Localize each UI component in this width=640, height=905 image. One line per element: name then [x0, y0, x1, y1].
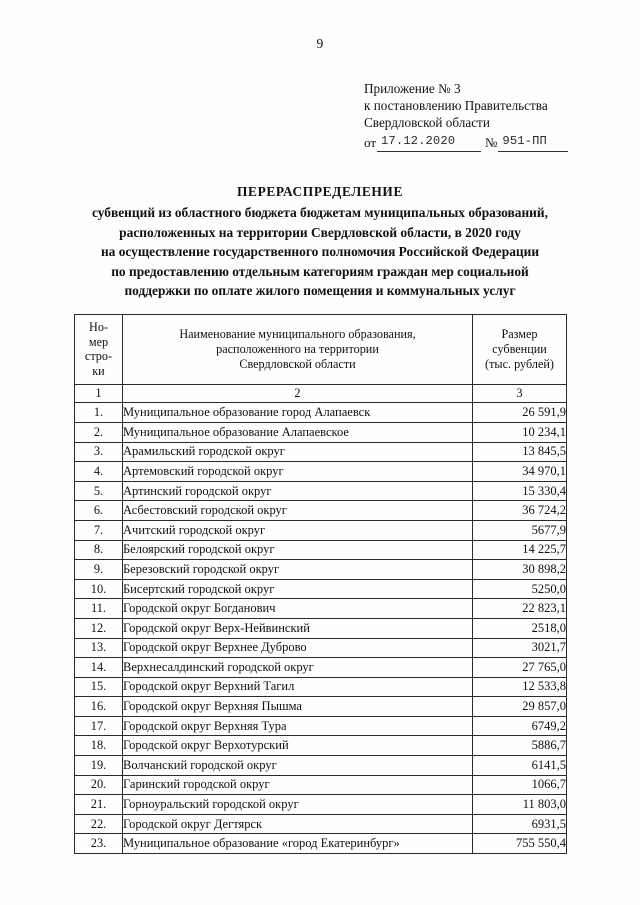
- municipality-name-cell: Бисертский городской округ: [123, 579, 473, 599]
- subvention-amount-cell: 26 591,9: [473, 403, 567, 423]
- header-name-line-3: Свердловской области: [239, 357, 356, 372]
- row-number-cell: 13.: [75, 638, 123, 658]
- subvention-amount-cell: 6749,2: [473, 716, 567, 736]
- title-subline-4: по предоставлению отдельным категориям граждан мер социальной: [111, 263, 529, 279]
- header-amount-line-1: Размер субвенции: [492, 326, 547, 356]
- table-row: [75, 834, 567, 854]
- subvention-amount-cell: 29 857,0: [473, 697, 567, 717]
- table-row: [75, 520, 567, 540]
- municipality-name-cell: Городской округ Верхний Тагил: [123, 677, 473, 697]
- appendix-line-2: к постановлению Правительства: [364, 98, 548, 114]
- title-subline-3: на осуществление государственного полномочия Российской Федерации: [100, 244, 540, 260]
- subvention-amount-cell: 5886,7: [473, 736, 567, 756]
- appendix-line-1: Приложение № 3: [364, 81, 461, 96]
- header-row-number-line-4: ки: [92, 363, 105, 378]
- municipality-name-cell: Ачитский городской округ: [123, 520, 473, 540]
- municipality-name-cell: Городской округ Верх-Нейвинский: [123, 618, 473, 638]
- table-row: [75, 403, 567, 423]
- subvention-amount-cell: 36 724,2: [473, 501, 567, 521]
- municipality-name-cell: Верхнесалдинский городской округ: [123, 658, 473, 678]
- subvention-amount-cell: 30 898,2: [473, 560, 567, 580]
- row-number-cell: 8.: [75, 540, 123, 560]
- column-number-3: 3: [473, 385, 567, 403]
- subvention-amount-cell: 15 330,4: [473, 481, 567, 501]
- municipality-name-cell: Городской округ Дегтярск: [123, 814, 473, 834]
- table-header-row: [75, 315, 567, 385]
- table-row: [75, 599, 567, 619]
- table-row: [75, 481, 567, 501]
- row-number-cell: 14.: [75, 658, 123, 678]
- table-row: [75, 775, 567, 795]
- municipality-name-cell: Гаринский городской округ: [123, 775, 473, 795]
- table-row: [75, 814, 567, 834]
- document-title-block: [60, 182, 580, 300]
- appendix-reference-block: [364, 80, 594, 152]
- row-number-cell: 1.: [75, 403, 123, 423]
- municipality-name-cell: Городской округ Верхняя Пышма: [123, 697, 473, 717]
- municipality-name-cell: Городской округ Верхняя Тура: [123, 716, 473, 736]
- municipality-name-cell: Городской округ Верхнее Дуброво: [123, 638, 473, 658]
- municipality-name-cell: Муниципальное образование «город Екатеринбург»: [123, 834, 473, 854]
- table-row: [75, 677, 567, 697]
- row-number-cell: 11.: [75, 599, 123, 619]
- municipality-name-cell: Муниципальное образование Алапаевское: [123, 422, 473, 442]
- subvention-amount-cell: 12 533,8: [473, 677, 567, 697]
- municipality-name-cell: Белоярский городской округ: [123, 540, 473, 560]
- number-label: №: [485, 134, 498, 150]
- row-number-cell: 12.: [75, 618, 123, 638]
- table-row: [75, 422, 567, 442]
- table-row: [75, 638, 567, 658]
- header-amount-line-2: (тыс. рублей): [485, 357, 554, 372]
- title-subline-1: субвенций из областного бюджета бюджетам муниципальных образований,: [92, 205, 548, 221]
- header-row-number-line-1: Но-: [89, 320, 108, 334]
- row-number-cell: 2.: [75, 422, 123, 442]
- municipality-name-cell: Городской округ Богданович: [123, 599, 473, 619]
- row-number-cell: 18.: [75, 736, 123, 756]
- row-number-cell: 9.: [75, 560, 123, 580]
- subvention-table-container: [74, 314, 566, 854]
- appendix-line-3: Свердловской области: [364, 115, 490, 131]
- header-subvention-amount: [473, 315, 567, 385]
- table-row: [75, 736, 567, 756]
- page-number: 9: [316, 36, 324, 51]
- header-municipality-name: [123, 315, 473, 385]
- subvention-amount-cell: 5250,0: [473, 579, 567, 599]
- subvention-amount-cell: 10 234,1: [473, 422, 567, 442]
- table-row: [75, 658, 567, 678]
- municipality-name-cell: Муниципальное образование город Алапаевск: [123, 403, 473, 423]
- table-row: [75, 579, 567, 599]
- row-number-cell: 3.: [75, 442, 123, 462]
- municipality-name-cell: Березовский городской округ: [123, 560, 473, 580]
- header-row-number: [75, 315, 123, 385]
- municipality-name-cell: Артинский городской округ: [123, 481, 473, 501]
- row-number-cell: 5.: [75, 481, 123, 501]
- page-title: ПЕРЕРАСПРЕДЕЛЕНИЕ: [237, 184, 403, 199]
- municipality-name-cell: Городской округ Верхотурский: [123, 736, 473, 756]
- subvention-amount-cell: 6141,5: [473, 756, 567, 776]
- table-row: [75, 756, 567, 776]
- header-row-number-line-2: мер: [88, 334, 109, 349]
- table-row: [75, 716, 567, 736]
- subvention-amount-cell: 5677,9: [473, 520, 567, 540]
- title-subline-2: расположенных на территории Свердловской области, в 2020 году: [119, 224, 521, 240]
- table-column-number-row: [75, 385, 567, 403]
- column-number-1: 1: [75, 385, 123, 403]
- subvention-amount-cell: 14 225,7: [473, 540, 567, 560]
- row-number-cell: 16.: [75, 697, 123, 717]
- municipality-name-cell: Волчанский городской округ: [123, 756, 473, 776]
- table-head: [75, 315, 567, 403]
- document-date: 17.12.2020: [377, 133, 481, 152]
- municipality-name-cell: Горноуральский городской округ: [123, 795, 473, 815]
- subvention-amount-cell: 1066,7: [473, 775, 567, 795]
- table-body: [75, 403, 567, 854]
- title-subline-5: поддержки по оплате жилого помещения и коммунальных услуг: [124, 283, 516, 299]
- subvention-amount-cell: 6931,5: [473, 814, 567, 834]
- table-row: [75, 697, 567, 717]
- row-number-cell: 20.: [75, 775, 123, 795]
- subvention-amount-cell: 13 845,5: [473, 442, 567, 462]
- header-name-line-1: Наименование муниципального образования,: [179, 326, 416, 341]
- row-number-cell: 22.: [75, 814, 123, 834]
- municipality-name-cell: Асбестовский городской округ: [123, 501, 473, 521]
- header-row-number-line-3: стро-: [84, 349, 113, 364]
- table-row: [75, 560, 567, 580]
- row-number-cell: 10.: [75, 579, 123, 599]
- row-number-cell: 15.: [75, 677, 123, 697]
- row-number-cell: 17.: [75, 716, 123, 736]
- table-row: [75, 540, 567, 560]
- table-row: [75, 618, 567, 638]
- municipality-name-cell: Артемовский городской округ: [123, 462, 473, 482]
- row-number-cell: 21.: [75, 795, 123, 815]
- table-row: [75, 501, 567, 521]
- municipality-name-cell: Арамильский городской округ: [123, 442, 473, 462]
- header-name-line-2: расположенного на территории: [216, 341, 379, 356]
- table-row: [75, 442, 567, 462]
- column-number-2: 2: [123, 385, 473, 403]
- row-number-cell: 23.: [75, 834, 123, 854]
- row-number-cell: 6.: [75, 501, 123, 521]
- subvention-amount-cell: 34 970,1: [473, 462, 567, 482]
- subvention-amount-cell: 2518,0: [473, 618, 567, 638]
- subvention-amount-cell: 3021,7: [473, 638, 567, 658]
- table-row: [75, 462, 567, 482]
- row-number-cell: 7.: [75, 520, 123, 540]
- document-number: 951-ПП: [498, 133, 568, 152]
- row-number-cell: 4.: [75, 462, 123, 482]
- row-number-cell: 19.: [75, 756, 123, 776]
- subvention-table: [74, 314, 567, 854]
- subvention-amount-cell: 22 823,1: [473, 599, 567, 619]
- subvention-amount-cell: 11 803,0: [473, 795, 567, 815]
- table-row: [75, 795, 567, 815]
- subvention-amount-cell: 27 765,0: [473, 658, 567, 678]
- document-meta: [364, 133, 594, 152]
- date-label: от: [364, 134, 377, 150]
- subvention-amount-cell: 755 550,4: [473, 834, 567, 854]
